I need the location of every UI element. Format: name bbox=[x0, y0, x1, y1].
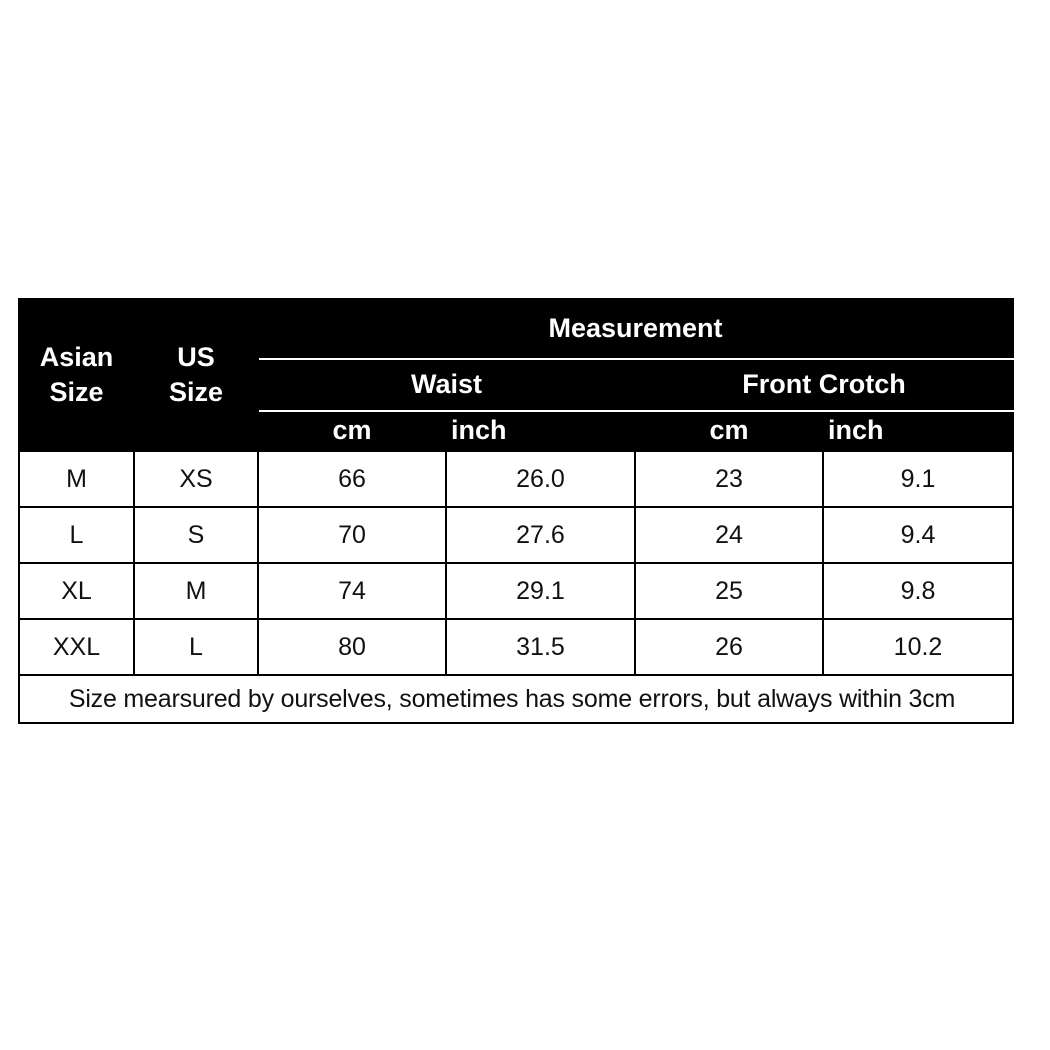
cell-waist-inch: 29.1 bbox=[446, 563, 635, 619]
cell-crotch-inch: 10.2 bbox=[823, 619, 1013, 675]
header-front-crotch: Front Crotch bbox=[635, 359, 1013, 411]
header-crotch-inch: inch bbox=[823, 411, 1013, 451]
cell-waist-inch: 27.6 bbox=[446, 507, 635, 563]
table-row bbox=[19, 563, 1013, 619]
cell-waist-cm: 74 bbox=[258, 563, 446, 619]
header-waist: Waist bbox=[258, 359, 635, 411]
cell-us-size: M bbox=[134, 563, 258, 619]
header-crotch-cm: cm bbox=[635, 411, 823, 451]
cell-waist-cm: 70 bbox=[258, 507, 446, 563]
cell-asian-size: XXL bbox=[19, 619, 134, 675]
header-waist-cm: cm bbox=[258, 411, 446, 451]
note-row bbox=[19, 675, 1013, 723]
cell-crotch-cm: 23 bbox=[635, 451, 823, 507]
cell-asian-size: M bbox=[19, 451, 134, 507]
cell-crotch-inch: 9.1 bbox=[823, 451, 1013, 507]
size-note-cell bbox=[19, 675, 1013, 723]
size-chart-table bbox=[18, 298, 1014, 724]
cell-crotch-inch: 9.8 bbox=[823, 563, 1013, 619]
size-note-text: Size mearsured by ourselves, sometimes has some errors, but always within 3cm bbox=[68, 684, 956, 713]
cell-waist-inch: 26.0 bbox=[446, 451, 635, 507]
table-row bbox=[19, 451, 1013, 507]
cell-waist-inch: 31.5 bbox=[446, 619, 635, 675]
cell-asian-size: XL bbox=[19, 563, 134, 619]
table-row bbox=[19, 619, 1013, 675]
cell-us-size: L bbox=[134, 619, 258, 675]
cell-crotch-inch: 9.4 bbox=[823, 507, 1013, 563]
cell-waist-cm: 66 bbox=[258, 451, 446, 507]
cell-crotch-cm: 26 bbox=[635, 619, 823, 675]
header-waist-inch: inch bbox=[446, 411, 635, 451]
cell-us-size: XS bbox=[134, 451, 258, 507]
cell-asian-size: L bbox=[19, 507, 134, 563]
cell-waist-cm: 80 bbox=[258, 619, 446, 675]
header-asian-size: Asian Size bbox=[19, 299, 134, 451]
cell-crotch-cm: 24 bbox=[635, 507, 823, 563]
header-us-size: US Size bbox=[134, 299, 258, 451]
cell-us-size: S bbox=[134, 507, 258, 563]
table-row bbox=[19, 507, 1013, 563]
header-measurement: Measurement bbox=[258, 299, 1013, 359]
cell-crotch-cm: 25 bbox=[635, 563, 823, 619]
